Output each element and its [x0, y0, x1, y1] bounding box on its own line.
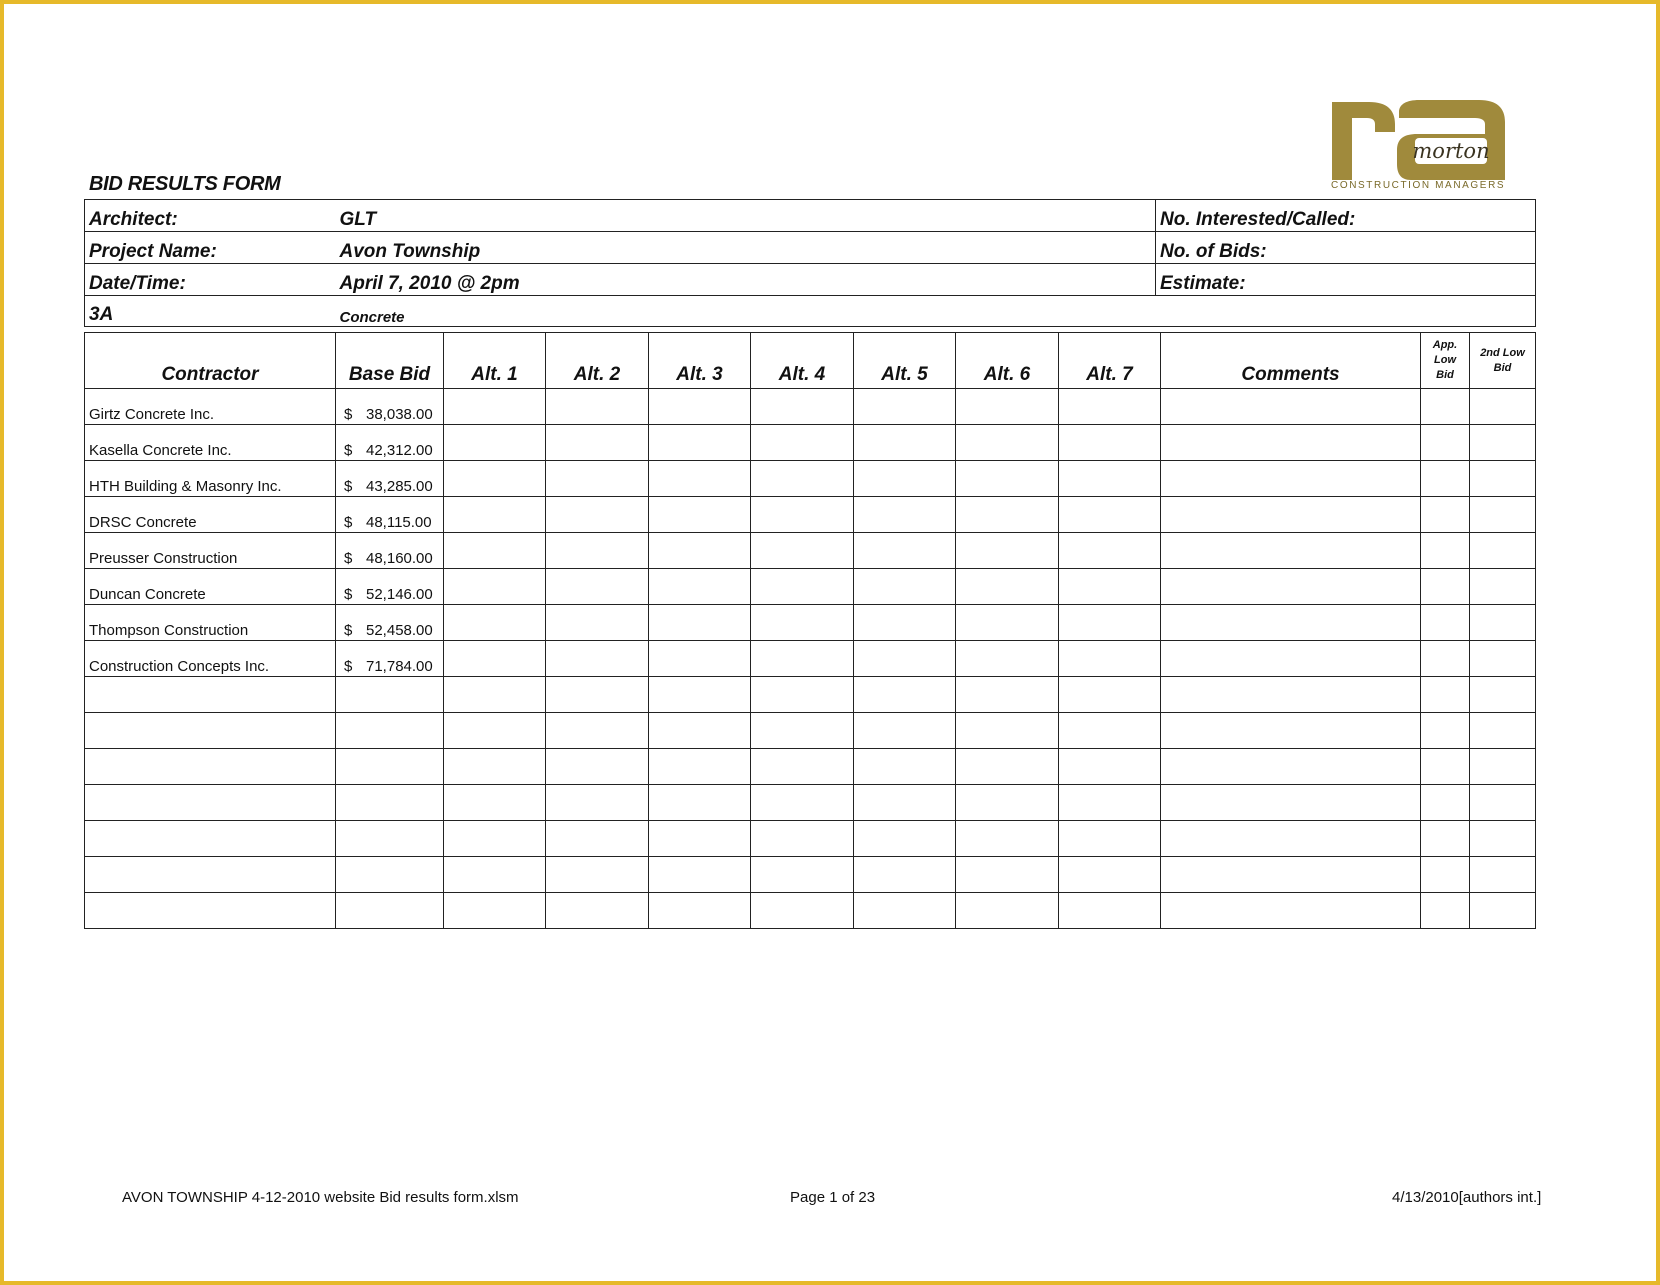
- empty-cell: [444, 749, 546, 785]
- table-row: [85, 533, 1536, 569]
- col-contractor: Contractor: [85, 333, 336, 389]
- empty-cell: [546, 785, 649, 821]
- empty-cell: [1470, 785, 1536, 821]
- empty-cell: [1161, 785, 1421, 821]
- table-row: [85, 461, 1536, 497]
- empty-cell: [85, 785, 336, 821]
- empty-cell: [1059, 569, 1161, 605]
- empty-cell: [1161, 677, 1421, 713]
- empty-cell: [546, 821, 649, 857]
- empty-cell: [546, 893, 649, 929]
- empty-cell: [1421, 749, 1470, 785]
- base-bid-value: 38,038.00: [366, 406, 433, 423]
- empty-cell: [649, 389, 751, 425]
- empty-cell: [751, 785, 854, 821]
- empty-cell: [956, 605, 1059, 641]
- empty-cell: [1161, 605, 1421, 641]
- col-alt-2: Alt. 2: [546, 333, 649, 389]
- base-bid-cell: [336, 461, 444, 497]
- empty-cell: [1421, 641, 1470, 677]
- base-bid-cell: [336, 533, 444, 569]
- empty-cell: [956, 533, 1059, 569]
- empty-cell: [1470, 389, 1536, 425]
- empty-cell: [1470, 821, 1536, 857]
- footer-page: Page 1 of 23: [790, 1189, 876, 1206]
- empty-cell: [1470, 569, 1536, 605]
- col-alt-3: Alt. 3: [649, 333, 751, 389]
- empty-cell: [751, 821, 854, 857]
- empty-cell: [444, 533, 546, 569]
- base-bid-cell: [336, 605, 444, 641]
- empty-cell: [956, 389, 1059, 425]
- empty-cell: [546, 533, 649, 569]
- base-bid-cell: [336, 497, 444, 533]
- empty-cell: [1470, 641, 1536, 677]
- empty-cell: [1161, 425, 1421, 461]
- form-title: BID RESULTS FORM: [89, 173, 281, 195]
- empty-cell: [1059, 605, 1161, 641]
- empty-cell: [854, 677, 956, 713]
- table-row: [85, 605, 1536, 641]
- contractor-cell: Thompson Construction: [85, 605, 336, 641]
- empty-cell: [1421, 425, 1470, 461]
- empty-cell: [751, 389, 854, 425]
- empty-cell: [1421, 569, 1470, 605]
- empty-cell: [751, 641, 854, 677]
- base-bid-value: 48,115.00: [366, 514, 432, 531]
- empty-cell: [956, 569, 1059, 605]
- empty-cell: [1421, 461, 1470, 497]
- empty-cell: [1059, 425, 1161, 461]
- empty-cell: [546, 749, 649, 785]
- empty-row: [85, 857, 1536, 893]
- col-alt-4: Alt. 4: [751, 333, 854, 389]
- empty-cell: [546, 857, 649, 893]
- empty-cell: [751, 569, 854, 605]
- architect-label: Architect:: [85, 200, 336, 232]
- empty-cell: [854, 569, 956, 605]
- empty-cell: [1059, 461, 1161, 497]
- empty-cell: [751, 713, 854, 749]
- empty-cell: [1059, 533, 1161, 569]
- currency-symbol: $: [344, 478, 353, 495]
- empty-cell: [85, 893, 336, 929]
- empty-cell: [546, 677, 649, 713]
- empty-cell: [956, 713, 1059, 749]
- empty-cell: [649, 497, 751, 533]
- base-bid-value: 42,312.00: [366, 442, 433, 459]
- empty-cell: [444, 497, 546, 533]
- empty-cell: [444, 569, 546, 605]
- empty-cell: [1161, 461, 1421, 497]
- col-comments: Comments: [1161, 333, 1421, 389]
- empty-cell: [1421, 713, 1470, 749]
- table-row: [85, 497, 1536, 533]
- empty-cell: [85, 857, 336, 893]
- empty-cell: [546, 641, 649, 677]
- estimate-label: Estimate:: [1156, 264, 1536, 296]
- empty-cell: [444, 641, 546, 677]
- empty-cell: [336, 857, 444, 893]
- empty-cell: [649, 821, 751, 857]
- architect-value: GLT: [336, 200, 1156, 232]
- empty-cell: [1161, 533, 1421, 569]
- empty-cell: [1161, 569, 1421, 605]
- empty-cell: [444, 605, 546, 641]
- empty-cell: [1470, 605, 1536, 641]
- empty-cell: [956, 749, 1059, 785]
- base-bid-value: 52,146.00: [366, 586, 433, 603]
- table-row: [85, 569, 1536, 605]
- empty-cell: [751, 893, 854, 929]
- empty-cell: [444, 425, 546, 461]
- empty-cell: [751, 857, 854, 893]
- empty-cell: [85, 713, 336, 749]
- empty-cell: [1059, 641, 1161, 677]
- col-app-low-bid: App. Low Bid: [1421, 333, 1470, 389]
- contractor-cell: Girtz Concrete Inc.: [85, 389, 336, 425]
- empty-cell: [1059, 893, 1161, 929]
- bid-rows: [85, 389, 1536, 929]
- empty-cell: [1059, 389, 1161, 425]
- empty-cell: [1421, 605, 1470, 641]
- empty-cell: [1059, 821, 1161, 857]
- empty-cell: [1421, 785, 1470, 821]
- interested-label: No. Interested/Called:: [1156, 200, 1536, 232]
- empty-cell: [85, 821, 336, 857]
- empty-row: [85, 677, 1536, 713]
- currency-symbol: $: [344, 550, 353, 567]
- footer-filename: AVON TOWNSHIP 4-12-2010 website Bid results form.xlsm: [122, 1189, 519, 1206]
- empty-cell: [1161, 857, 1421, 893]
- contractor-cell: DRSC Concrete: [85, 497, 336, 533]
- empty-cell: [1161, 713, 1421, 749]
- empty-cell: [854, 389, 956, 425]
- empty-cell: [444, 893, 546, 929]
- empty-cell: [1059, 677, 1161, 713]
- empty-cell: [1470, 461, 1536, 497]
- empty-cell: [1470, 857, 1536, 893]
- empty-cell: [1421, 497, 1470, 533]
- base-bid-value: 52,458.00: [366, 622, 433, 639]
- table-row: [85, 425, 1536, 461]
- empty-cell: [1470, 425, 1536, 461]
- logo-script-name: morton: [1412, 139, 1490, 163]
- empty-cell: [649, 569, 751, 605]
- currency-symbol: $: [344, 586, 353, 603]
- logo-tagline: CONSTRUCTION MANAGERS: [1331, 180, 1506, 191]
- empty-cell: [1161, 821, 1421, 857]
- empty-cell: [546, 389, 649, 425]
- empty-cell: [854, 461, 956, 497]
- base-bid-cell: [336, 389, 444, 425]
- empty-cell: [85, 677, 336, 713]
- empty-cell: [444, 857, 546, 893]
- empty-row: [85, 785, 1536, 821]
- empty-cell: [1161, 641, 1421, 677]
- empty-cell: [1059, 749, 1161, 785]
- empty-cell: [956, 497, 1059, 533]
- empty-cell: [956, 461, 1059, 497]
- empty-cell: [444, 713, 546, 749]
- empty-cell: [336, 749, 444, 785]
- currency-symbol: $: [344, 658, 353, 675]
- empty-cell: [1421, 857, 1470, 893]
- empty-cell: [1470, 533, 1536, 569]
- empty-cell: [1470, 713, 1536, 749]
- empty-cell: [1470, 749, 1536, 785]
- base-bid-value: 71,784.00: [366, 658, 433, 675]
- empty-cell: [854, 497, 956, 533]
- empty-cell: [444, 389, 546, 425]
- datetime-label: Date/Time:: [85, 264, 336, 296]
- empty-cell: [854, 425, 956, 461]
- empty-cell: [546, 569, 649, 605]
- empty-cell: [649, 785, 751, 821]
- empty-cell: [1470, 893, 1536, 929]
- empty-cell: [546, 461, 649, 497]
- project-label: Project Name:: [85, 232, 336, 264]
- currency-symbol: $: [344, 622, 353, 639]
- empty-cell: [649, 713, 751, 749]
- empty-cell: [546, 425, 649, 461]
- empty-cell: [546, 497, 649, 533]
- base-bid-value: 48,160.00: [366, 550, 433, 567]
- empty-cell: [649, 677, 751, 713]
- currency-symbol: $: [344, 514, 353, 531]
- footer-date-author: 4/13/2010[authors int.]: [1392, 1189, 1542, 1206]
- col-second-low-bid: 2nd Low Bid: [1470, 333, 1536, 389]
- empty-cell: [649, 425, 751, 461]
- empty-cell: [854, 785, 956, 821]
- empty-cell: [854, 749, 956, 785]
- empty-cell: [956, 821, 1059, 857]
- empty-cell: [854, 713, 956, 749]
- empty-cell: [1059, 857, 1161, 893]
- empty-cell: [546, 713, 649, 749]
- empty-cell: [1421, 893, 1470, 929]
- empty-cell: [444, 821, 546, 857]
- package-name: Concrete: [336, 296, 1156, 327]
- package-blank: [1156, 296, 1536, 327]
- table-row: [85, 641, 1536, 677]
- col-base-bid: Base Bid: [336, 333, 444, 389]
- package-code: 3A: [85, 296, 336, 327]
- empty-row: [85, 893, 1536, 929]
- empty-cell: [546, 605, 649, 641]
- empty-cell: [336, 785, 444, 821]
- empty-cell: [649, 893, 751, 929]
- base-bid-cell: [336, 425, 444, 461]
- base-bid-cell: [336, 569, 444, 605]
- col-alt-7: Alt. 7: [1059, 333, 1161, 389]
- empty-cell: [1161, 497, 1421, 533]
- empty-cell: [1161, 893, 1421, 929]
- contractor-cell: Construction Concepts Inc.: [85, 641, 336, 677]
- empty-cell: [854, 893, 956, 929]
- currency-symbol: $: [344, 442, 353, 459]
- empty-cell: [956, 857, 1059, 893]
- empty-cell: [444, 785, 546, 821]
- empty-cell: [1421, 533, 1470, 569]
- bids-label: No. of Bids:: [1156, 232, 1536, 264]
- empty-cell: [956, 677, 1059, 713]
- empty-cell: [336, 821, 444, 857]
- empty-cell: [444, 461, 546, 497]
- empty-cell: [85, 749, 336, 785]
- table-row: [85, 389, 1536, 425]
- empty-cell: [854, 821, 956, 857]
- empty-cell: [751, 461, 854, 497]
- empty-cell: [336, 893, 444, 929]
- empty-cell: [1059, 713, 1161, 749]
- empty-cell: [956, 893, 1059, 929]
- empty-cell: [854, 641, 956, 677]
- empty-cell: [751, 533, 854, 569]
- datetime-value: April 7, 2010 @ 2pm: [336, 264, 1156, 296]
- currency-symbol: $: [344, 406, 353, 423]
- empty-cell: [956, 641, 1059, 677]
- contractor-cell: HTH Building & Masonry Inc.: [85, 461, 336, 497]
- empty-cell: [1059, 785, 1161, 821]
- empty-cell: [649, 461, 751, 497]
- contractor-cell: Kasella Concrete Inc.: [85, 425, 336, 461]
- empty-cell: [444, 677, 546, 713]
- empty-cell: [1161, 749, 1421, 785]
- empty-cell: [1421, 677, 1470, 713]
- company-logo: [1329, 92, 1509, 194]
- empty-cell: [336, 713, 444, 749]
- contractor-cell: Duncan Concrete: [85, 569, 336, 605]
- empty-cell: [1470, 497, 1536, 533]
- base-bid-cell: [336, 641, 444, 677]
- empty-cell: [854, 605, 956, 641]
- empty-cell: [956, 425, 1059, 461]
- empty-cell: [1470, 677, 1536, 713]
- empty-cell: [854, 857, 956, 893]
- empty-cell: [649, 857, 751, 893]
- empty-cell: [956, 785, 1059, 821]
- empty-cell: [854, 533, 956, 569]
- col-alt-1: Alt. 1: [444, 333, 546, 389]
- col-alt-5: Alt. 5: [854, 333, 956, 389]
- empty-cell: [649, 605, 751, 641]
- empty-cell: [336, 677, 444, 713]
- empty-cell: [751, 425, 854, 461]
- bid-results-table: [84, 332, 1536, 929]
- empty-cell: [751, 749, 854, 785]
- header-info-table: [84, 199, 1536, 327]
- empty-cell: [1421, 389, 1470, 425]
- empty-row: [85, 821, 1536, 857]
- col-alt-6: Alt. 6: [956, 333, 1059, 389]
- empty-cell: [1421, 821, 1470, 857]
- empty-row: [85, 713, 1536, 749]
- empty-cell: [751, 497, 854, 533]
- empty-row: [85, 749, 1536, 785]
- empty-cell: [649, 749, 751, 785]
- empty-cell: [649, 641, 751, 677]
- empty-cell: [1161, 389, 1421, 425]
- base-bid-value: 43,285.00: [366, 478, 433, 495]
- empty-cell: [649, 533, 751, 569]
- empty-cell: [1059, 497, 1161, 533]
- project-value: Avon Township: [336, 232, 1156, 264]
- empty-cell: [751, 677, 854, 713]
- empty-cell: [751, 605, 854, 641]
- contractor-cell: Preusser Construction: [85, 533, 336, 569]
